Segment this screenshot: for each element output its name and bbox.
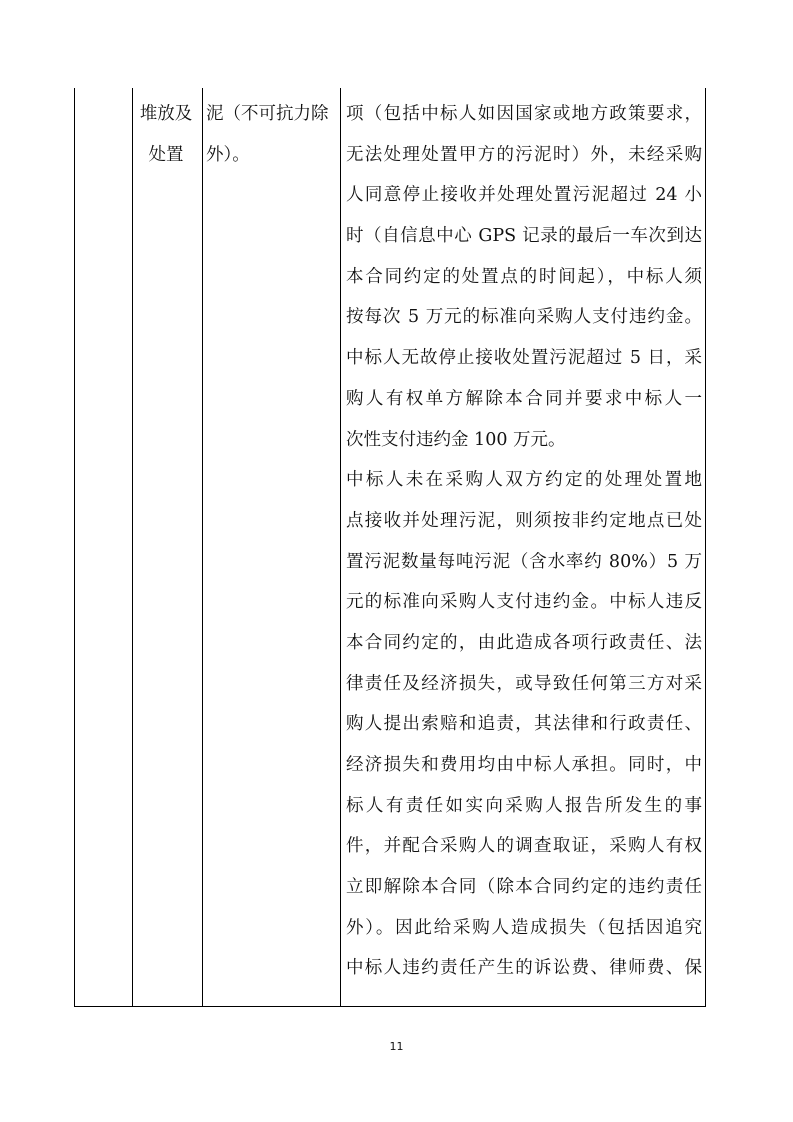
- detail-line: 本合同约定的处置点的时间起），中标人须: [346, 266, 702, 287]
- detail-line: 立即解除本合同（除本合同约定的违约责任: [346, 877, 702, 898]
- category-line: 处置: [148, 144, 184, 165]
- detail-line: 按每次 5 万元的标准向采购人支付违约金。: [346, 307, 702, 328]
- detail-line: 中标人违约责任产生的诉讼费、律师费、保: [346, 958, 702, 979]
- clause-line: 泥（不可抗力除: [206, 104, 329, 124]
- detail-line: 标人有责任如实向采购人报告所发生的事: [346, 795, 702, 816]
- table-divider-1: [132, 88, 133, 1007]
- detail-line: 点接收并处理污泥，则须按非约定地点已处: [346, 510, 702, 531]
- penalty-detail-cell: [346, 94, 702, 989]
- detail-line: 经济损失和费用均由中标人承担。同时，中: [346, 755, 702, 775]
- detail-line: 件，并配合采购人的调查取证，采购人有权: [346, 836, 702, 857]
- table-divider-3: [340, 88, 341, 1007]
- detail-line: 购人有权单方解除本合同并要求中标人一: [346, 388, 702, 409]
- detail-line: 中标人无故停止接收处置污泥超过 5 日，采: [346, 348, 702, 369]
- detail-line: 外）。因此给采购人造成损失（包括因追究: [346, 917, 702, 938]
- table-border-right: [705, 88, 706, 1007]
- table-divider-2: [202, 88, 203, 1007]
- detail-line: 中标人未在采购人双方约定的处理处置地: [346, 470, 702, 491]
- detail-line: 购人提出索赔和追责，其法律和行政责任、: [346, 714, 702, 735]
- clause-cell: [206, 94, 336, 175]
- category-line: 堆放及: [139, 104, 193, 124]
- detail-line: 律责任及经济损失，或导致任何第三方对采: [346, 673, 702, 694]
- detail-line: 次性支付违约金 100 万元。: [346, 429, 566, 450]
- detail-line: 置污泥数量每吨污泥（含水率约 80%）5 万: [346, 551, 702, 572]
- detail-line: 时（自信息中心 GPS 记录的最后一车次到达: [346, 226, 702, 247]
- category-cell: [134, 94, 198, 175]
- detail-line: 本合同约定的，由此造成各项行政责任、法: [346, 632, 702, 653]
- detail-line: 项（包括中标人如因国家或地方政策要求，: [346, 104, 702, 124]
- detail-line: 元的标准向采购人支付违约金。中标人违反: [346, 592, 702, 613]
- table-border-bottom: [74, 1006, 706, 1007]
- table-border-left: [74, 88, 75, 1007]
- detail-line: 人同意停止接收并处理处置污泥超过 24 小: [346, 185, 702, 206]
- detail-line: 无法处理处置甲方的污泥时）外，未经采购: [346, 144, 702, 165]
- clause-line: 外）。: [206, 144, 250, 165]
- page-number: 11: [389, 1040, 404, 1053]
